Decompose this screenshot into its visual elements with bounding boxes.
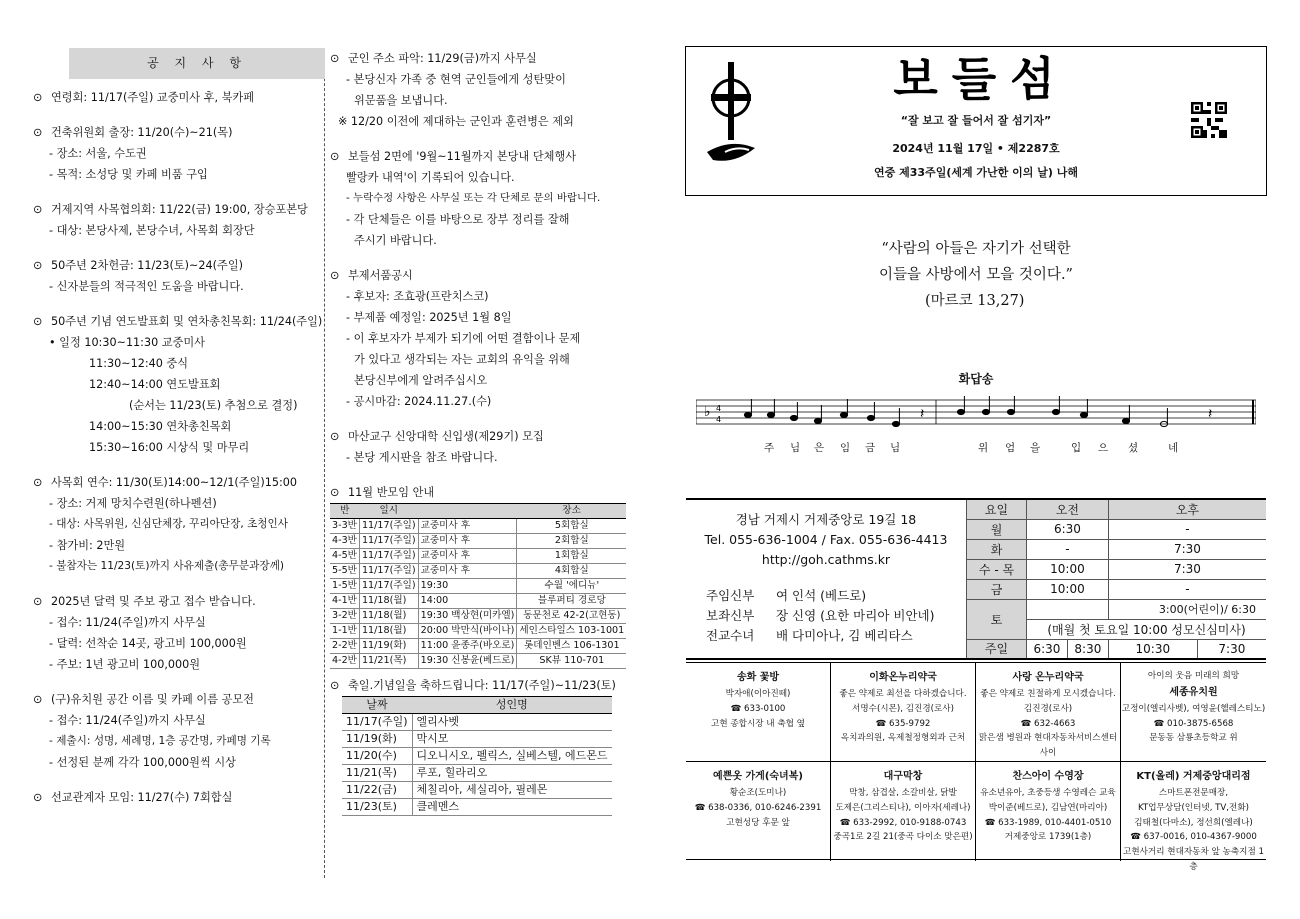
notice-detail: - 장소: 서울, 수도권: [49, 147, 147, 160]
table-cell: 14:00: [418, 594, 517, 609]
notice-heading: 군인 주소 파악: 11/29(금)까지 사무실: [348, 52, 537, 65]
notice-item: [330, 675, 616, 816]
notice-detail: - 제출시: 성명, 세례명, 1층 공간명, 카페명 기록: [49, 735, 271, 747]
table-cell: 20:00 박만식(바이나): [418, 624, 517, 639]
music-note: [982, 409, 989, 414]
ad-line: 황순조(도미나): [729, 788, 787, 798]
table-cell: 교중미사 후: [418, 534, 517, 549]
notice-heading: 50주년 2차헌금: 11/23(토)~24(주일): [51, 259, 244, 272]
notices-column-1: [33, 48, 323, 822]
mass-schedule-table: [966, 498, 1266, 660]
ad-line: 고정이(엘리사벳), 여영윤(헬레스티노): [1121, 703, 1266, 714]
ad-name: KT(올레) 거제중앙대리점: [1136, 771, 1251, 782]
lyric-syllable: 님: [790, 442, 801, 454]
schedule-day: 수 - 목: [967, 559, 1027, 579]
notice-item: [330, 265, 612, 412]
notice-detail: - 대상: 사목위원, 신심단체장, 꾸리아단장, 초청인사: [49, 518, 289, 530]
circle-dot-icon: ⊙: [33, 595, 43, 608]
notice-heading: (구)유치원 공간 이름 및 카페 이름 공모전: [51, 693, 254, 706]
notice-item: [33, 311, 323, 458]
ad-card: [1121, 762, 1266, 872]
ad-line: 맑은샘 병원과 현대자동차서비스센터 사이: [978, 733, 1118, 759]
table-cell: 11/18(월): [359, 624, 418, 639]
schedule-am: 10:00: [1027, 559, 1109, 579]
verse-reference: (마르코 13,27): [925, 293, 1025, 309]
table-cell: 1-1반: [330, 624, 359, 639]
table-row: [330, 579, 626, 594]
notice-detail: 11:30~12:40 중식: [89, 357, 189, 370]
table-cell: 4-2반: [330, 654, 359, 669]
issue-line: 2024년 11월 17일 • 제2287호: [892, 142, 1060, 155]
notice-detail: 12:40~14:00 연도발표회: [89, 378, 221, 391]
table-cell: 11/17(주일): [359, 579, 418, 594]
notice-heading: 마산교구 신앙대학 신입생(제29기) 모집: [348, 430, 544, 443]
notice-detail: 빨랑카 내역'이 기록되어 있습니다.: [346, 171, 515, 184]
ad-line: 서명수(시몬), 김진경(로사): [852, 703, 954, 714]
table-cell: 19:30 신봉윤(베드로): [418, 654, 517, 669]
ad-name: 사랑 온누리약국: [1012, 672, 1084, 683]
notices-column-2: [330, 48, 625, 830]
svg-text:4: 4: [716, 404, 722, 413]
table-row: [342, 748, 612, 765]
table-header: 장소: [517, 504, 626, 519]
table-header: 날짜: [342, 697, 412, 714]
table-cell: 4-5반: [330, 549, 359, 564]
ad-card: [831, 762, 976, 861]
ad-line: 고현사거리 현대자동차 앞 농축지점 1층: [1123, 847, 1264, 872]
notices-title: 공 지 사 항: [69, 48, 325, 79]
table-cell: 세인스타일스 103-1001: [517, 624, 626, 639]
schedule-pm: 3:00(어린이)/ 6:30: [1108, 599, 1266, 619]
music-note: [957, 409, 964, 414]
lyric-syllable: 은: [814, 442, 825, 454]
table-row: [330, 624, 626, 639]
notice-detail: - 선정된 분께 각각 100,000원씩 시상: [49, 756, 236, 769]
notice-detail: 본당신부에게 알려주십시오: [354, 374, 488, 387]
bulletin-logo: [861, 52, 1101, 102]
schedule-am: -: [1027, 539, 1109, 559]
table-cell: 11/17(주일): [359, 534, 418, 549]
lyric-syllable: 엄: [1005, 442, 1016, 454]
table-cell: 3-2반: [330, 609, 359, 624]
table-row: [342, 799, 612, 816]
lyric-syllable: 임: [840, 442, 851, 454]
table-cell: 11/21(목): [359, 654, 418, 669]
lyric-syllable: 금: [865, 442, 876, 454]
table-header: 오후: [1108, 499, 1266, 519]
ad-line: ☎ 633-0100: [730, 703, 786, 714]
notice-detail: - 접수: 11/24(주일)까지 사무실: [49, 616, 206, 629]
ad-line: ☎ 637-0016, 010-4367-9000: [1130, 832, 1257, 843]
ad-line: 좋은 약제로 최선을 다하겠습니다.: [839, 689, 967, 699]
table-cell: 롯데인벤스 106-1301: [517, 639, 626, 654]
notice-detail: - 부제품 예정일: 2025년 1월 8일: [346, 311, 512, 324]
clergy-row: [706, 586, 966, 606]
ad-line: 중곡1로 2길 21(중곡 다이소 맞은편): [833, 832, 973, 843]
table-cell: 클레멘스: [412, 799, 612, 816]
schedule-day: 토: [967, 599, 1027, 639]
notice-item: [33, 689, 323, 773]
feast-table: [342, 696, 612, 816]
table-cell: 교중미사 후: [418, 549, 517, 564]
clergy-row: [706, 626, 966, 646]
table-row: [342, 714, 612, 731]
liturgical-sunday: 연중 제33주일(세계 가난한 이의 날) 나해: [874, 166, 1078, 179]
notice-detail: - 접수: 11/24(주일)까지 사무실: [49, 714, 206, 727]
ad-line: ☎ 635-9792: [875, 718, 931, 729]
notice-detail: 14:00~15:30 연차총친목회: [89, 420, 232, 433]
notice-item: [330, 48, 612, 132]
table-cell: 5회합실: [517, 519, 626, 534]
notice-heading: 50주년 기념 연도발표회 및 연차총친목회: 11/24(주일): [51, 315, 323, 328]
clergy-name: 배 다미아나, 김 베리타스: [776, 628, 913, 643]
table-cell: 11:00 윤종주(바오로): [418, 639, 517, 654]
notice-item: [330, 146, 612, 251]
table-row: [342, 765, 612, 782]
table-header: 성인명: [412, 697, 612, 714]
notice-detail: (순서는 11/23(토) 추첨으로 결정): [129, 399, 298, 412]
verse-line: 이들을 사방에서 모을 것이다.”: [879, 267, 1073, 283]
notice-detail: - 대상: 본당사제, 본당수녀, 사목회 회장단: [49, 224, 255, 237]
schedule-day: 주일: [967, 639, 1027, 659]
circle-dot-icon: ⊙: [330, 269, 340, 282]
notice-heading: 건축위원회 출장: 11/20(수)~21(목): [51, 126, 233, 139]
table-cell: 11/21(목): [342, 765, 412, 782]
circle-dot-icon: ⊙: [33, 476, 43, 489]
ad-name: 이화온누리약국: [869, 672, 937, 683]
notice-detail: - 공시마감: 2024.11.27.(수): [346, 395, 492, 408]
notice-detail: - 이 후보자가 부제가 되기에 어떤 결함이나 문제: [346, 332, 581, 345]
music-note: [1007, 409, 1014, 414]
circle-dot-icon: ⊙: [330, 430, 340, 443]
table-header: 오전: [1027, 499, 1109, 519]
table-cell: 11/18(월): [359, 609, 418, 624]
ad-line: ☎ 638-0336, 010-6246-2391: [694, 802, 822, 813]
table-cell: 루포, 힐라리오: [412, 765, 612, 782]
notice-heading: 보들섬 2면에 '9월~11월까지 본당내 단체행사: [348, 150, 577, 163]
table-cell: 수월 '에디뉴': [517, 579, 626, 594]
ads-grid: [686, 662, 1266, 872]
notice-detail: - 달력: 선착순 14곳, 광고비 100,000원: [49, 637, 247, 650]
schedule-pm: 7:30: [1108, 539, 1266, 559]
notice-detail: • 일정 10:30~11:30 교중미사: [49, 336, 205, 349]
clergy-role: 전교수녀: [706, 628, 755, 643]
lyric-syllable: 입: [1071, 442, 1082, 454]
schedule-am: 6:30: [1027, 639, 1068, 659]
schedule-pm: 10:30: [1108, 639, 1197, 659]
notice-detail: - 불참자는 11/23(토)까지 사유제출(총무분과장께): [49, 560, 284, 572]
table-row: [330, 549, 626, 564]
verse-line: “사람의 아들은 자기가 선택한: [881, 241, 1071, 257]
ad-name: 찬스아이 수영장: [1012, 771, 1084, 782]
notice-detail: - 본당 게시판을 참조 바랍니다.: [346, 451, 498, 464]
ad-line: ☎ 633-1989, 010-4401-0510: [984, 817, 1112, 828]
ad-line: 박이준(베드로), 김남연(마리아): [988, 802, 1108, 813]
notice-item: [330, 426, 612, 468]
ad-line: 좋은 약제로 친절하게 모시겠습니다.: [980, 689, 1116, 699]
ad-card: [831, 663, 976, 762]
lyric-syllable: 으: [1098, 442, 1109, 454]
parish-phone: Tel. 055-636-1004 / Fax. 055-636-4413: [704, 532, 948, 547]
notice-item: [33, 787, 323, 808]
lyric-syllable: 네: [1168, 442, 1179, 454]
table-row: [330, 564, 626, 579]
notice-detail: - 누락수정 사항은 사무실 또는 각 단체로 문의 바랍니다.: [346, 192, 601, 204]
schedule-day: 화: [967, 539, 1027, 559]
ad-line: KT업무상담(인터넷, TV,전화): [1138, 802, 1249, 813]
table-row: [330, 639, 626, 654]
notice-detail: - 후보자: 조효광(프란치스코): [346, 290, 489, 303]
music-staff: [696, 392, 1256, 440]
ad-line: 유소년유아, 초중등생 수영레슨 교육: [980, 788, 1116, 798]
table-cell: 11/17(주일): [342, 714, 412, 731]
notice-detail: ※ 12/20 이전에 제대하는 군인과 훈련병은 제외: [338, 115, 574, 128]
schedule-day: 월: [967, 519, 1027, 539]
notice-detail: 가 있다고 생각되는 자는 교회의 유익을 위해: [354, 353, 570, 366]
table-cell: 11/22(금): [342, 782, 412, 799]
clergy-name: 장 신영 (요한 마리아 비안네): [776, 608, 935, 623]
table-cell: 19:30 백상현(미카엘): [418, 609, 517, 624]
schedule-pm: -: [1108, 579, 1266, 599]
notice-detail: - 신자분들의 적극적인 도움을 바랍니다.: [49, 280, 244, 293]
notice-detail: - 장소: 거제 망치수련원(하나펜션): [49, 497, 217, 510]
music-note: [892, 421, 899, 426]
table-cell: 2-2반: [330, 639, 359, 654]
table-cell: 11/17(주일): [359, 519, 418, 534]
table-header: [418, 504, 517, 519]
notice-item: [330, 482, 625, 669]
circle-dot-icon: ⊙: [33, 693, 43, 706]
ad-line: 거제중앙로 1739(1층): [1004, 832, 1092, 843]
table-cell: 11/17(주일): [359, 549, 418, 564]
clergy-row: [706, 606, 966, 626]
table-cell: 1회합실: [517, 549, 626, 564]
ad-line: 고현 종합시장 내 축협 옆: [711, 718, 805, 729]
table-cell: 4-1반: [330, 594, 359, 609]
notice-item: [33, 122, 323, 185]
table-cell: 11/18(월): [359, 594, 418, 609]
circle-dot-icon: ⊙: [330, 486, 340, 499]
psalm-title: 화답송: [958, 372, 994, 386]
music-note: [1052, 409, 1059, 414]
ad-line: ☎ 633-2992, 010-9188-0743: [839, 817, 967, 828]
music-note: [1080, 412, 1087, 417]
ad-line: 옥치과의원, 옥제철정형외과 근처: [840, 733, 966, 744]
circle-dot-icon: ⊙: [33, 91, 43, 104]
music-note: [1122, 418, 1129, 423]
lyric-syllable: 님: [890, 442, 901, 454]
ad-line: 김태철(다마소), 정선희(엘레나): [1134, 817, 1253, 828]
circle-dot-icon: ⊙: [330, 52, 340, 65]
schedule-pm: -: [1108, 519, 1266, 539]
lyric-syllable: 주: [764, 442, 775, 454]
table-row: [330, 594, 626, 609]
table-row: [330, 519, 626, 534]
svg-text:𝄽: 𝄽: [920, 406, 925, 422]
notice-heading: 거제지역 사목협의회: 11/22(금) 19:00, 장승포본당: [51, 203, 308, 216]
table-cell: 5-5반: [330, 564, 359, 579]
notice-detail: 위문품을 보냅니다.: [354, 94, 448, 107]
ad-line: 박자애(이아진떼): [725, 689, 791, 699]
ad-line: ☎ 632-4663: [1020, 718, 1076, 729]
notice-detail: - 본당신자 가족 중 현역 군인들에게 성탄맞이: [346, 73, 566, 86]
ad-card: [686, 663, 831, 762]
table-cell: 엘리사벳: [412, 714, 612, 731]
ad-line: ☎ 010-3875-6568: [1153, 718, 1234, 729]
table-cell: 체칠리아, 세실리아, 필레몬: [412, 782, 612, 799]
notice-heading: 선교관계자 모임: 11/27(수) 7회합실: [51, 791, 233, 804]
schedule-am: 10:00: [1027, 579, 1109, 599]
music-note: [840, 412, 847, 417]
notice-heading: 연령회: 11/17(주일) 교중미사 후, 북카페: [51, 91, 255, 104]
ad-line: 도제은(그리스티나), 이아자(세레나): [835, 802, 971, 813]
svg-text:4: 4: [716, 415, 722, 424]
table-header: 요일: [967, 499, 1027, 519]
table-cell: 교중미사 후: [418, 564, 517, 579]
notice-item: [33, 199, 323, 241]
ad-line: 고현성당 후문 앞: [726, 817, 790, 828]
circle-dot-icon: ⊙: [33, 791, 43, 804]
meeting-table: [330, 503, 626, 669]
table-cell: 동문천로 42-2(고현동): [517, 609, 626, 624]
music-note: [744, 412, 751, 417]
ad-name: 세종유치원: [1169, 686, 1218, 698]
notice-heading: 11월 반모임 안내: [348, 486, 435, 499]
notice-item: [33, 87, 323, 108]
schedule-pm: 7:30: [1108, 559, 1266, 579]
table-cell: 블루퍼티 경로당: [517, 594, 626, 609]
table-cell: 3-3반: [330, 519, 359, 534]
table-cell: 막시모: [412, 731, 612, 748]
notice-item: [33, 591, 323, 675]
circle-dot-icon: ⊙: [33, 259, 43, 272]
schedule-am: 8:30: [1067, 639, 1108, 659]
music-note: [814, 418, 821, 423]
table-cell: 11/19(화): [359, 639, 418, 654]
ad-card: [976, 762, 1121, 861]
ad-card: [976, 663, 1121, 762]
table-cell: 11/19(화): [342, 731, 412, 748]
table-cell: 디오니시오, 펠릭스, 실베스텔, 에드몬드: [412, 748, 612, 765]
table-cell: 11/23(토): [342, 799, 412, 816]
parish-website-link[interactable]: http://goh.cathms.kr: [761, 552, 891, 567]
table-cell: 2회합실: [517, 534, 626, 549]
clergy-name: 여 인석 (베드로): [776, 588, 867, 603]
ad-line: 아이의 웃음 미래의 희망: [1147, 671, 1240, 681]
table-cell: 4-3반: [330, 534, 359, 549]
table-cell: SK뷰 110-701: [517, 654, 626, 669]
ad-line: 김진경(로사): [1023, 703, 1073, 714]
schedule-am: [1027, 599, 1109, 619]
lyric-syllable: 을: [1030, 442, 1041, 454]
parish-info: [686, 498, 966, 660]
table-cell: 1-5반: [330, 579, 359, 594]
table-row: [342, 782, 612, 799]
notice-item: [33, 255, 323, 297]
notice-item: [33, 472, 323, 577]
notice-detail: - 각 단체들은 이를 바탕으로 장부 정리를 잘해: [346, 213, 570, 226]
table-header: 일시: [359, 504, 418, 519]
schedule-pm: 7:30: [1197, 639, 1266, 659]
circle-dot-icon: ⊙: [33, 203, 43, 216]
lyric-syllable: 위: [978, 442, 989, 454]
music-note: [867, 415, 874, 420]
schedule-note: (매월 첫 토요일 10:00 성모신심미사): [1027, 619, 1267, 639]
circle-dot-icon: ⊙: [330, 150, 340, 163]
notice-heading: 사목회 연수: 11/30(토)14:00~12/1(주일)15:00: [51, 476, 298, 489]
gospel-verse: [685, 236, 1267, 314]
lyric-syllable: 셨: [1128, 442, 1139, 454]
table-row: [330, 654, 626, 669]
svg-text:♭: ♭: [704, 404, 711, 420]
circle-dot-icon: ⊙: [33, 126, 43, 139]
ad-card: [686, 762, 831, 861]
table-cell: 4회합실: [517, 564, 626, 579]
ad-name: 예쁜옷 가게(숙녀복): [713, 771, 803, 782]
ad-name: 송화 꽃방: [736, 672, 780, 683]
table-cell: 교중미사 후: [418, 519, 517, 534]
bulletin-slogan: “잘 보고 잘 들어서 잘 섬기자”: [900, 114, 1052, 127]
ad-card: [1121, 663, 1266, 762]
clergy-list: [706, 586, 966, 646]
schedule-am: 6:30: [1027, 519, 1109, 539]
clergy-role: 보좌신부: [706, 608, 755, 623]
notice-detail: - 참가비: 2만원: [49, 539, 126, 552]
circle-dot-icon: ⊙: [330, 679, 340, 692]
column-divider: [324, 48, 325, 878]
ad-line: 막창, 삼겹살, 소갈비살, 닭발: [849, 788, 957, 798]
table-cell: 11/17(주일): [359, 564, 418, 579]
notice-heading: 부제서품공시: [348, 269, 413, 282]
ad-line: 스마트폰전문매장,: [1158, 788, 1229, 798]
ad-name: 대구막창: [883, 771, 923, 782]
table-cell: 11/20(수): [342, 748, 412, 765]
clergy-role: 주임신부: [706, 588, 755, 603]
ad-line: 문동동 삼룡초등학교 위: [1149, 733, 1238, 744]
notice-detail: - 주보: 1년 광고비 100,000원: [49, 658, 201, 671]
notice-heading: 축일.기념일을 축하드립니다: 11/17(주일)~11/23(토): [348, 679, 616, 692]
logo-text: 보들섬: [893, 52, 1069, 102]
table-header: 반: [330, 504, 359, 519]
qr-code-icon: [1191, 102, 1227, 138]
circle-dot-icon: ⊙: [33, 315, 43, 328]
parish-address: 경남 거제시 거제중앙로 19길 18: [735, 512, 917, 527]
table-cell: 19:30: [418, 579, 517, 594]
table-row: [330, 609, 626, 624]
music-note: [790, 415, 797, 420]
schedule-day: 금: [967, 579, 1027, 599]
svg-text:𝄽: 𝄽: [1208, 406, 1213, 422]
notice-detail: 15:30~16:00 시상식 및 마무리: [89, 441, 250, 454]
notice-heading: 2025년 달력 및 주보 광고 접수 받습니다.: [51, 595, 256, 608]
table-row: [330, 534, 626, 549]
notice-detail: 주시기 바랍니다.: [354, 234, 437, 247]
notice-detail: - 목적: 소성당 및 카페 비품 구입: [49, 168, 208, 181]
table-row: [342, 731, 612, 748]
music-note: [767, 412, 774, 417]
